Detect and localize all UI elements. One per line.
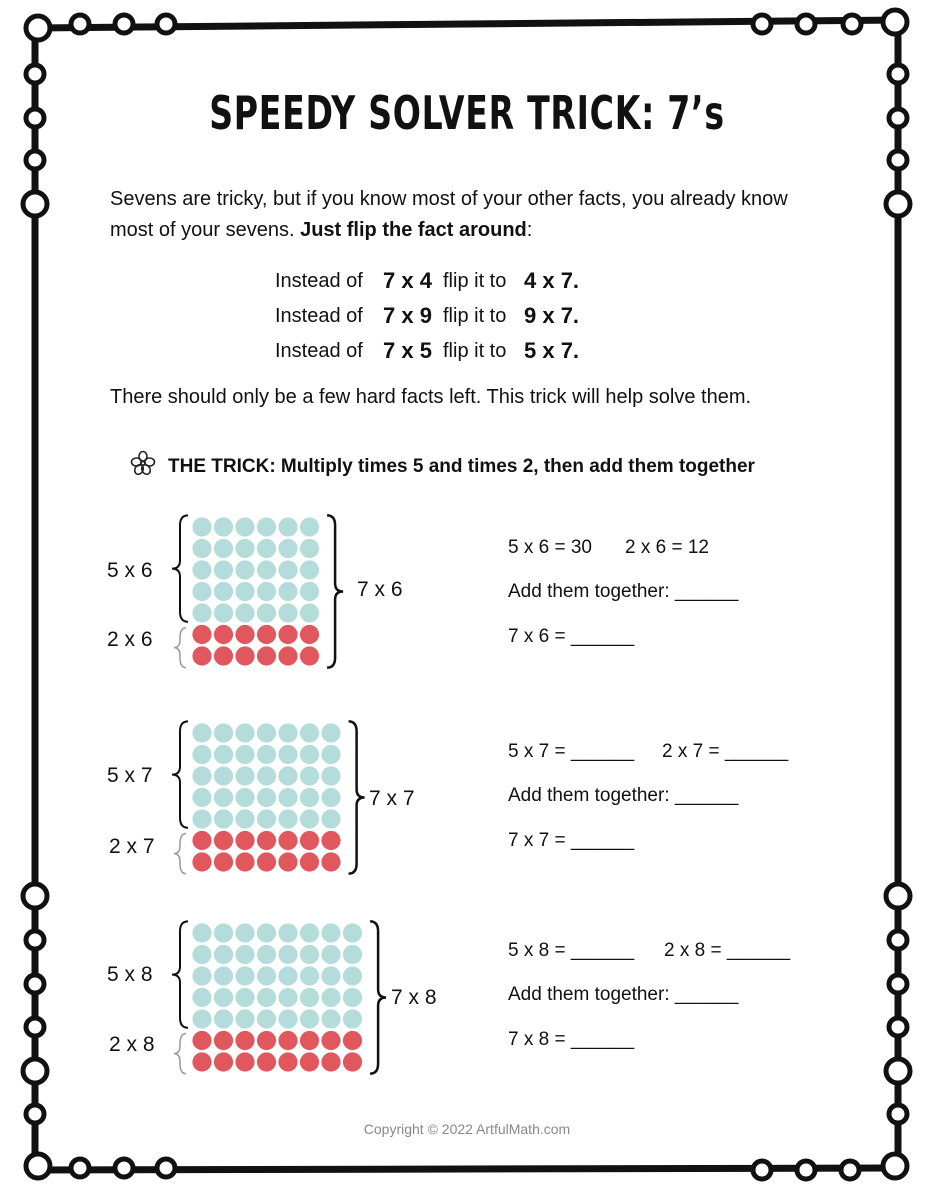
teal-dot <box>257 966 276 985</box>
teal-dot <box>343 966 362 985</box>
five-times-result: 5 x 6 = 30 <box>508 537 592 558</box>
example-flipped: 4 x 7. <box>524 268 580 293</box>
five-times-result: 5 x 7 = ______ <box>508 741 635 762</box>
note-text: There should only be a few hard facts left. This trick will help solve them. <box>110 386 752 408</box>
red-dot <box>214 1031 233 1050</box>
red-dot <box>300 831 319 850</box>
border-knob <box>797 15 815 33</box>
answer-line: 7 x 6 = ______ <box>508 626 635 647</box>
teal-dot <box>257 766 276 785</box>
example-flipped: 5 x 7. <box>524 338 580 363</box>
example-prefix: Instead of <box>275 340 363 362</box>
border-knob <box>886 1059 910 1083</box>
teal-dot <box>192 560 211 579</box>
teal-dot <box>214 560 233 579</box>
teal-dot <box>235 766 254 785</box>
teal-dot <box>278 766 297 785</box>
example-mid: flip it to <box>443 305 507 327</box>
add-together-line: Add them together: ______ <box>508 785 739 806</box>
teal-dot <box>300 723 319 742</box>
red-dot <box>235 1052 254 1071</box>
teal-dot <box>214 582 233 601</box>
red-dot <box>321 1052 340 1071</box>
red-dot <box>257 646 276 665</box>
teal-dot <box>300 766 319 785</box>
teal-dot <box>257 582 276 601</box>
teal-dot <box>300 560 319 579</box>
red-dot <box>343 1052 362 1071</box>
red-dot <box>321 1031 340 1050</box>
teal-dot <box>257 923 276 942</box>
teal-dot <box>300 966 319 985</box>
example-fact: 7 x 5 <box>383 338 432 363</box>
teal-dot <box>278 745 297 764</box>
red-dot <box>278 646 297 665</box>
border-knob <box>753 15 771 33</box>
red-dot <box>214 831 233 850</box>
border-knob <box>71 15 89 33</box>
red-dot <box>257 1031 276 1050</box>
brace-total <box>349 721 365 873</box>
border-knob <box>23 884 47 908</box>
border-knob <box>26 65 44 83</box>
teal-dot <box>257 1009 276 1028</box>
teal-dot <box>192 988 211 1007</box>
dot-array <box>160 716 370 876</box>
border-knob <box>26 151 44 169</box>
border-knob <box>841 1161 859 1179</box>
red-dot <box>235 831 254 850</box>
red-dot <box>214 625 233 644</box>
border-knob <box>883 10 907 34</box>
red-dot <box>278 625 297 644</box>
example-row <box>275 336 580 366</box>
total-label: 7 x 7 <box>369 787 415 810</box>
teal-dot <box>214 723 233 742</box>
brace-two <box>174 1034 186 1074</box>
teal-dot <box>343 1009 362 1028</box>
teal-dot <box>343 945 362 964</box>
example-prefix: Instead of <box>275 305 363 327</box>
add-together-line: Add them together: ______ <box>508 581 739 602</box>
border-knob <box>883 1154 907 1178</box>
trick-heading: THE TRICK: Multiply times 5 and times 2, then add them together <box>168 456 755 477</box>
red-dot <box>257 831 276 850</box>
border-knob <box>157 1159 175 1177</box>
teal-dot <box>214 745 233 764</box>
teal-dot <box>235 539 254 558</box>
teal-dot <box>278 788 297 807</box>
teal-dot <box>235 560 254 579</box>
border-knob <box>115 1159 133 1177</box>
teal-dot <box>192 745 211 764</box>
teal-dot <box>278 603 297 622</box>
teal-dot <box>300 988 319 1007</box>
teal-dot <box>300 788 319 807</box>
teal-dot <box>235 603 254 622</box>
teal-dot <box>235 582 254 601</box>
teal-dot <box>278 560 297 579</box>
teal-dot <box>235 517 254 536</box>
teal-dot <box>321 923 340 942</box>
teal-dot <box>192 517 211 536</box>
teal-dot <box>214 517 233 536</box>
teal-dot <box>214 539 233 558</box>
example-mid: flip it to <box>443 270 507 292</box>
two-times-label: 2 x 7 <box>109 835 155 858</box>
teal-dot <box>321 1009 340 1028</box>
teal-dot <box>235 745 254 764</box>
add-together-line: Add them together: ______ <box>508 984 739 1005</box>
red-dot <box>343 1031 362 1050</box>
example-row <box>275 301 580 331</box>
border-knob <box>889 109 907 127</box>
brace-total <box>327 515 343 667</box>
brace-five <box>172 515 188 621</box>
teal-dot <box>321 766 340 785</box>
brace-two <box>174 628 186 668</box>
teal-dot <box>214 1009 233 1028</box>
teal-dot <box>278 539 297 558</box>
teal-dot <box>192 582 211 601</box>
red-dot <box>192 1052 211 1071</box>
red-dot <box>278 831 297 850</box>
teal-dot <box>235 809 254 828</box>
five-times-label: 5 x 6 <box>107 559 153 582</box>
answer-line: 7 x 7 = ______ <box>508 830 635 851</box>
teal-dot <box>300 517 319 536</box>
teal-dot <box>278 1009 297 1028</box>
red-dot <box>192 852 211 871</box>
teal-dot <box>192 788 211 807</box>
teal-dot <box>214 945 233 964</box>
dot-array <box>160 916 390 1076</box>
teal-dot <box>300 745 319 764</box>
teal-dot <box>278 517 297 536</box>
red-dot <box>214 1052 233 1071</box>
red-dot <box>235 646 254 665</box>
example-fact: 7 x 9 <box>383 303 432 328</box>
red-dot <box>192 1031 211 1050</box>
border-knob <box>157 15 175 33</box>
two-times-label: 2 x 6 <box>107 628 153 651</box>
red-dot <box>321 852 340 871</box>
teal-dot <box>214 603 233 622</box>
flower-icon <box>130 450 156 476</box>
border-knob <box>797 1161 815 1179</box>
border-knob <box>26 16 50 40</box>
teal-dot <box>192 966 211 985</box>
red-dot <box>257 625 276 644</box>
teal-dot <box>300 945 319 964</box>
teal-dot <box>257 988 276 1007</box>
red-dot <box>321 831 340 850</box>
border-knob <box>26 975 44 993</box>
red-dot <box>278 852 297 871</box>
red-dot <box>192 831 211 850</box>
border-knob <box>889 1018 907 1036</box>
border-knob <box>886 884 910 908</box>
teal-dot <box>192 766 211 785</box>
border-knob <box>26 1154 50 1178</box>
teal-dot <box>300 1009 319 1028</box>
teal-dot <box>321 988 340 1007</box>
red-dot <box>300 1052 319 1071</box>
red-dot <box>235 625 254 644</box>
teal-dot <box>214 988 233 1007</box>
intro-paragraph <box>110 184 830 246</box>
brace-five <box>172 721 188 827</box>
five-times-label: 5 x 7 <box>107 764 153 787</box>
teal-dot <box>235 788 254 807</box>
teal-dot <box>257 809 276 828</box>
red-dot <box>257 852 276 871</box>
border-knob <box>26 109 44 127</box>
teal-dot <box>214 766 233 785</box>
teal-dot <box>321 809 340 828</box>
intro-bold-text: Just flip the fact around <box>300 219 527 241</box>
teal-dot <box>321 745 340 764</box>
teal-dot <box>214 809 233 828</box>
brace-two <box>174 834 186 874</box>
five-times-label: 5 x 8 <box>107 963 153 986</box>
teal-dot <box>257 603 276 622</box>
red-dot <box>300 625 319 644</box>
teal-dot <box>278 723 297 742</box>
teal-dot <box>278 809 297 828</box>
border-knob <box>71 1159 89 1177</box>
dot-array <box>160 510 360 670</box>
teal-dot <box>278 582 297 601</box>
teal-dot <box>321 945 340 964</box>
teal-dot <box>257 539 276 558</box>
border-knob <box>889 65 907 83</box>
teal-dot <box>192 945 211 964</box>
red-dot <box>235 852 254 871</box>
teal-dot <box>214 788 233 807</box>
example-fact: 7 x 4 <box>383 268 432 293</box>
page-title: SPEEDY SOLVER TRICK: 7’s <box>209 86 725 140</box>
example-row <box>275 266 580 296</box>
teal-dot <box>257 745 276 764</box>
teal-dot <box>257 945 276 964</box>
teal-dot <box>214 966 233 985</box>
red-dot <box>278 1031 297 1050</box>
two-times-result: 2 x 8 = ______ <box>664 940 791 961</box>
example-prefix: Instead of <box>275 270 363 292</box>
teal-dot <box>235 966 254 985</box>
teal-dot <box>257 788 276 807</box>
red-dot <box>300 646 319 665</box>
intro-colon: : <box>526 219 533 241</box>
border-knob <box>26 931 44 949</box>
five-times-result: 5 x 8 = ______ <box>508 940 635 961</box>
teal-dot <box>278 988 297 1007</box>
brace-five <box>172 921 188 1027</box>
teal-dot <box>321 723 340 742</box>
teal-dot <box>300 923 319 942</box>
red-dot <box>214 852 233 871</box>
teal-dot <box>343 923 362 942</box>
teal-dot <box>300 539 319 558</box>
teal-dot <box>192 603 211 622</box>
copyright-footer: Copyright © 2022 ArtfulMath.com <box>363 1121 571 1137</box>
total-label: 7 x 6 <box>357 578 403 601</box>
brace-total <box>370 921 386 1073</box>
red-dot <box>214 646 233 665</box>
red-dot <box>192 646 211 665</box>
answer-line: 7 x 8 = ______ <box>508 1029 635 1050</box>
two-times-label: 2 x 8 <box>109 1033 155 1056</box>
teal-dot <box>300 809 319 828</box>
total-label: 7 x 8 <box>391 986 437 1009</box>
teal-dot <box>235 945 254 964</box>
teal-dot <box>257 560 276 579</box>
red-dot <box>257 1052 276 1071</box>
teal-dot <box>214 923 233 942</box>
border-knob <box>889 931 907 949</box>
teal-dot <box>278 923 297 942</box>
teal-dot <box>192 539 211 558</box>
teal-dot <box>192 923 211 942</box>
border-knob <box>23 1059 47 1083</box>
two-times-result: 2 x 6 = 12 <box>625 537 709 558</box>
teal-dot <box>235 1009 254 1028</box>
teal-dot <box>192 723 211 742</box>
teal-dot <box>235 723 254 742</box>
teal-dot <box>300 603 319 622</box>
teal-dot <box>278 966 297 985</box>
border-knob <box>889 975 907 993</box>
teal-dot <box>321 966 340 985</box>
two-times-result: 2 x 7 = ______ <box>662 741 789 762</box>
border-knob <box>843 15 861 33</box>
example-mid: flip it to <box>443 340 507 362</box>
red-dot <box>235 1031 254 1050</box>
teal-dot <box>192 1009 211 1028</box>
red-dot <box>300 1031 319 1050</box>
intro-text: Sevens are tricky, but if you know most of your other facts, you already know most of your sevens. <box>110 188 788 241</box>
example-flipped: 9 x 7. <box>524 303 580 328</box>
teal-dot <box>300 582 319 601</box>
border-knob <box>23 192 47 216</box>
teal-dot <box>321 788 340 807</box>
teal-dot <box>257 517 276 536</box>
teal-dot <box>343 988 362 1007</box>
teal-dot <box>235 988 254 1007</box>
border-knob <box>889 151 907 169</box>
red-dot <box>278 1052 297 1071</box>
border-knob <box>886 192 910 216</box>
red-dot <box>192 625 211 644</box>
teal-dot <box>257 723 276 742</box>
border-knob <box>753 1161 771 1179</box>
teal-dot <box>235 923 254 942</box>
border-knob <box>26 1018 44 1036</box>
teal-dot <box>278 945 297 964</box>
teal-dot <box>192 809 211 828</box>
border-knob <box>115 15 133 33</box>
red-dot <box>300 852 319 871</box>
